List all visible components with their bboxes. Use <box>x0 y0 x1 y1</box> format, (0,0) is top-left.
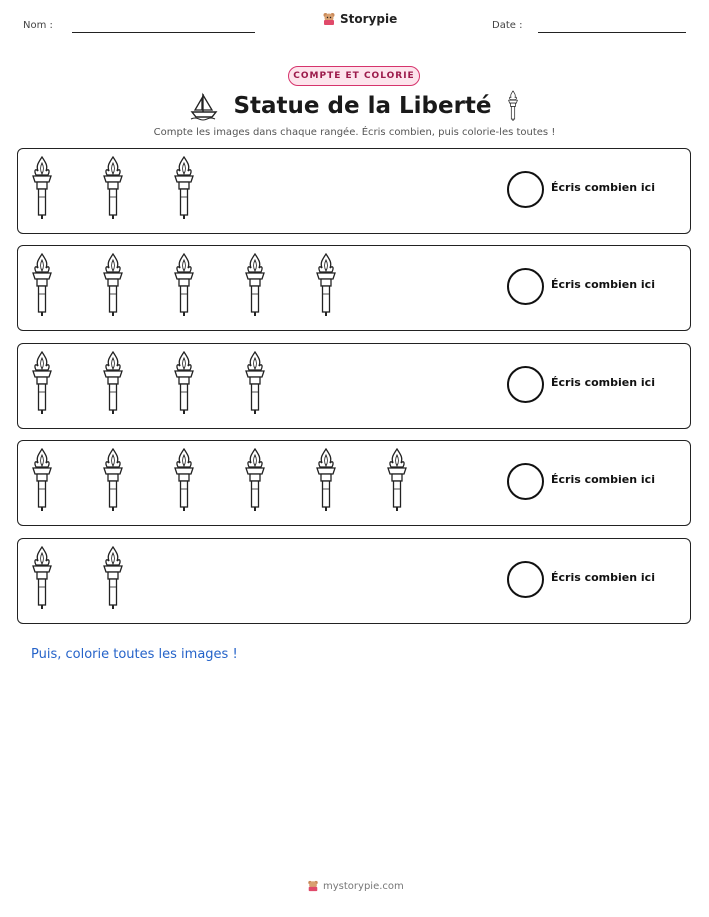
count-row <box>17 343 691 429</box>
count-row <box>17 148 691 234</box>
answer-label: Écris combien ici <box>551 571 655 584</box>
torch-icon[interactable] <box>30 252 54 318</box>
answer-label: Écris combien ici <box>551 376 655 389</box>
answer-circle[interactable] <box>507 171 544 208</box>
name-label: Nom : <box>23 20 53 31</box>
torch-icon[interactable] <box>243 252 267 318</box>
torch-icon[interactable] <box>30 545 54 611</box>
torch-icon[interactable] <box>30 350 54 416</box>
bear-book-icon <box>307 880 319 892</box>
answer-label: Écris combien ici <box>551 278 655 291</box>
torch-icon[interactable] <box>101 155 125 221</box>
answer-circle[interactable] <box>507 366 544 403</box>
torch-icon[interactable] <box>172 155 196 221</box>
page-title: Statue de la Liberté <box>233 93 492 119</box>
logo-text: Storypie <box>340 12 398 26</box>
count-row <box>17 538 691 624</box>
date-label: Date : <box>492 20 523 31</box>
torch-icon[interactable] <box>172 447 196 513</box>
torch-icon[interactable] <box>385 447 409 513</box>
storypie-logo <box>322 12 397 26</box>
site-footer <box>307 880 404 892</box>
sailboat-icon <box>189 91 219 121</box>
torch-icon[interactable] <box>101 447 125 513</box>
activity-badge: COMPTE ET COLORIE <box>288 66 420 86</box>
footer-note: Puis, colorie toutes les images ! <box>31 647 238 662</box>
site-url[interactable]: mystorypie.com <box>323 880 404 892</box>
answer-label: Écris combien ici <box>551 473 655 486</box>
torch-icon <box>506 90 520 122</box>
count-row <box>17 440 691 526</box>
answer-label: Écris combien ici <box>551 181 655 194</box>
torch-icon[interactable] <box>243 447 267 513</box>
date-line[interactable] <box>538 32 686 33</box>
title-row <box>0 90 709 122</box>
answer-circle[interactable] <box>507 561 544 598</box>
torch-icon[interactable] <box>101 350 125 416</box>
torch-icon[interactable] <box>30 447 54 513</box>
answer-circle[interactable] <box>507 463 544 500</box>
torch-icon[interactable] <box>101 545 125 611</box>
torch-icon[interactable] <box>314 447 338 513</box>
answer-circle[interactable] <box>507 268 544 305</box>
instructions: Compte les images dans chaque rangée. Écris combien, puis colorie-les toutes ! <box>153 127 556 138</box>
bear-book-icon <box>322 12 336 26</box>
torch-icon[interactable] <box>30 155 54 221</box>
torch-icon[interactable] <box>172 252 196 318</box>
count-row <box>17 245 691 331</box>
torch-icon[interactable] <box>243 350 267 416</box>
name-line[interactable] <box>72 32 255 33</box>
torch-icon[interactable] <box>172 350 196 416</box>
torch-icon[interactable] <box>314 252 338 318</box>
torch-icon[interactable] <box>101 252 125 318</box>
